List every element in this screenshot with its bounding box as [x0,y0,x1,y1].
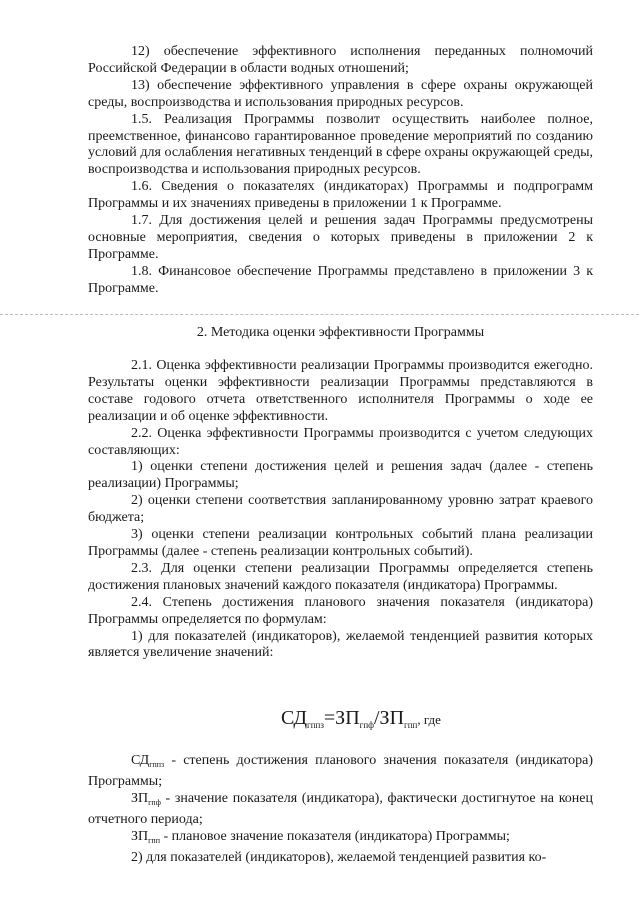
definition-symbol: ЗП [131,790,149,806]
definition-text: - степень достижения планового значения показателя (индикатора) Программы; [88,753,593,789]
section-1-continuation [88,44,593,298]
definition-item [88,753,593,791]
formula-case-2: 2) для показателей (индикаторов), желаемой тенденцией развития ко- [131,849,547,865]
formula-numerator-sub: гпф [359,720,374,730]
definitions [88,753,593,866]
section-2-body [88,358,593,662]
list-item-2: 2) оценки степени соответствия запланированному уровню затрат краевого бюджета; [88,493,593,526]
paragraph-2-1: 2.1. Оценка эффективности реализации Программы производится ежегодно. Результаты оценки эффективности реализации Программы представляются в составе годового отчета ответственного исполнителя Программы о ходе ее реализации и об оценке эффективности. [88,358,593,424]
paragraph-1-8: 1.8. Финансовое обеспечение Программы представлено в приложении 3 к Программе. [88,263,593,296]
formula-denominator-sub: гпп [404,720,418,730]
paragraph-1-5: 1.5. Реализация Программы позволит осуществить наиболее полное, преемственное, финансово гарантированное проведение мероприятий по созданию условий для ослабления негативных тенденций в сфере охраны окружающей среды, воспроизводства и использования природных ресурсов. [88,111,593,178]
paragraph-2-4: 2.4. Степень достижения планового значения показателя (индикатора) Программы определяется по формулам: [88,594,593,627]
definition-symbol-sub: гппз [149,760,165,769]
definition-text: - плановое значение показателя (индикатора) Программы; [159,828,510,844]
definition-symbol: СД [131,753,150,768]
list-item-12: 12) обеспечение эффективного исполнения переданных полномочий Российской Федерации в области водных отношений; [88,44,593,76]
definition-item [88,791,593,829]
formula-equals: = [323,707,336,729]
paragraph-1-6: 1.6. Сведения о показателях (индикаторах) Программы и подпрограмм Программы и их значениях приведены в приложении 1 к Программе. [88,179,593,212]
formula-lhs: СД [281,707,307,729]
formula-numerator: ЗП [335,707,360,729]
definition-text: - значение показателя (индикатора), фактически достигнутое на конец отчетного периода; [88,790,593,827]
formula-case-1: 1) для показателей (индикаторов), желаемой тенденцией развития которых является увеличение значений: [88,628,593,661]
definition-symbol-sub: гпп [148,835,160,845]
section-2-heading: 2. Методика оценки эффективности Программы [196,325,485,340]
paragraph-1-7: 1.7. Для достижения целей и решения задач Программы предусмотрены основные мероприятия, сведения о которых приведены в приложении 2 к Программе. [88,213,593,262]
list-item-13: 13) обеспечение эффективного управления в сфере охраны окружающей среды, воспроизводства и использования природных ресурсов. [88,77,593,110]
paragraph-2-2: 2.2. Оценка эффективности Программы производится с учетом следующих составляющих: [88,425,593,458]
paragraph-2-3: 2.3. Для оценки степени реализации Программы определяется степень достижения плановых значений каждого показателя (индикатора) Программы. [88,560,593,593]
formula [281,706,441,737]
formula-tail: , где [417,712,441,727]
page-divider [0,314,639,315]
formula-lhs-sub: гппз [307,720,324,730]
list-item-3: 3) оценки степени реализации контрольных событий плана реализации Программы (далее - степень реализации контрольных событий). [88,527,593,559]
definition-symbol: ЗП [131,828,149,844]
definition-item [88,829,593,850]
list-item-1: 1) оценки степени достижения целей и решения задач (далее - степень реализации) Программы; [88,459,593,492]
formula-denominator: ЗП [379,707,405,729]
definition-symbol-sub: гпф [148,797,161,807]
formula-slash: / [373,707,380,729]
